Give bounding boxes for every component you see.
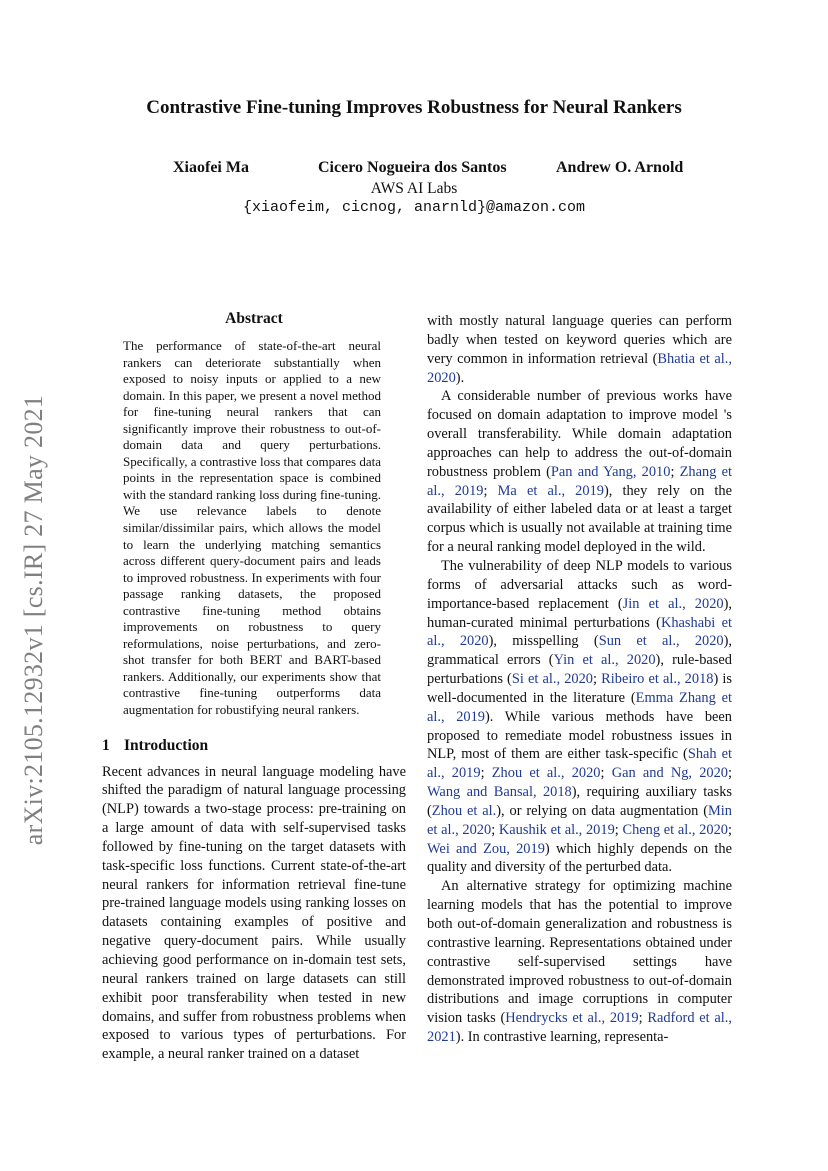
body-paragraph: A considerable number of previous works have focused on domain adaptation to improve model 's overall transferability. While domain adaptation approaches can help to address the out-of-domain robustness problem (Pan and Yang, 2010; Zhang et al., 2019; Ma et al., 2019), they rely on the availability of either labeled data or at least a target corpus which is usually not available at training time for a neural ranking model deployed in the wild. xyxy=(427,388,732,556)
citation-link[interactable]: Ma et al., 2019 xyxy=(497,482,604,499)
arxiv-identifier-stamp xyxy=(14,385,54,855)
citation-link[interactable]: Gan and Ng, 2020 xyxy=(611,765,728,782)
abstract-heading: Abstract xyxy=(225,310,283,327)
section-heading-introduction xyxy=(102,737,406,755)
citation-link[interactable]: Bhatia et al., 2020 xyxy=(427,350,733,386)
citation-link[interactable]: Khashabi et al., 2020 xyxy=(427,614,732,650)
citation-link[interactable]: Kaushik et al., 2019 xyxy=(498,821,615,838)
introduction-paragraph: Recent advances in neural language modeling have shifted the paradigm of natural language processing (NLP) towards a two-stage process: pre-training on a large amount of data with self-supervised tasks followed by fine-tuning on the target datasets with task-specific loss functions. Current state-of-the-art neural rankers for information retrieval fine-tune pre-trained language models using ranking losses on datasets containing examples of positive and negative query-document pairs. While usually achieving good performance on in-domain test sets, neural rankers trained on large datasets can still exhibit poor transferability when tested in new domains, and suffer from robustness problems when exposed to various types of perturbations. For example, a neural ranker trained on a dataset xyxy=(102,763,406,1063)
body-paragraph: with mostly natural language queries can perform badly when tested on keyword queries which are very common in information retrieval (Bhatia et al., 2020). xyxy=(427,313,733,386)
citation-link[interactable]: Cheng et al., 2020 xyxy=(622,821,728,838)
citation-link[interactable]: Wei and Zou, 2019 xyxy=(427,840,545,857)
author-name: Andrew O. Arnold xyxy=(556,159,684,176)
body-paragraph: An alternative strategy for optimizing machine learning models that has the potential to improve both out-of-domain generalization and robustness is contrastive learning. Representations obtained under contrastive self-supervised settings have demonstrated improved robustness to out-of-domain distributions and image corruptions in computer vision tasks (Hendrycks et al., 2019; Radford et al., 2021). In contrastive learning, representa- xyxy=(427,878,732,1046)
arxiv-identifier-text: arXiv:2105.12932v1 [cs.IR] 27 May 2021 xyxy=(19,394,48,846)
right-column xyxy=(427,312,732,1047)
author-name: Cicero Nogueira dos Santos xyxy=(318,159,507,176)
citation-link[interactable]: Si et al., 2020 xyxy=(511,671,594,688)
citation-link[interactable]: Zhou et al., 2020 xyxy=(491,765,601,782)
abstract-text: The performance of state-of-the-art neural rankers can deteriorate substantially when exposed to noisy inputs or applied to a new domain. In this paper, we present a novel method for fine-tuning neural rankers that can significantly improve their robustness to out-of-domain data and query perturbations. Specifically, a contrastive loss that compares data points in the representation space is combined with the standard ranking loss during fine-tuning. We use relevance labels to denote similar/dissimilar pairs, which allows the model to learn the underlying matching semantics across different query-document pairs and leads to improved robustness. In experiments with four passage ranking datasets, the proposed contrastive fine-tuning method obtains improvements on robustness to query reformulations, noise perturbations, and zero-shot transfer for both BERT and BART-based rankers. Additionally, our experiments show that contrastive fine-tuning outperforms data augmentation for robustifying neural rankers. xyxy=(123,338,381,718)
citation-link[interactable]: Wang and Bansal, 2018 xyxy=(427,784,572,801)
section-title: Introduction xyxy=(124,736,209,754)
citation-link[interactable]: Zhang et al., 2019 xyxy=(427,463,732,499)
section-number: 1 xyxy=(102,736,110,754)
author-list xyxy=(0,159,828,179)
citation-link[interactable]: Emma Zhang et al., 2019 xyxy=(427,689,732,725)
citation-link[interactable]: Yin et al., 2020 xyxy=(553,652,656,669)
affiliation: AWS AI Labs xyxy=(370,180,458,197)
citation-link[interactable]: Pan and Yang, 2010 xyxy=(550,463,671,480)
citation-link[interactable]: Hendrycks et al., 2019 xyxy=(505,1010,639,1027)
citation-link[interactable]: Ribeiro et al., 2018 xyxy=(601,671,714,688)
citation-link[interactable]: Min et al., 2020 xyxy=(427,802,732,838)
citation-link[interactable]: Zhou et al. xyxy=(431,802,497,819)
author-emails: {xiaofeim, cicnog, anarnld}@amazon.com xyxy=(242,199,586,216)
citation-link[interactable]: Sun et al., 2020 xyxy=(598,633,724,650)
author-name: Xiaofei Ma xyxy=(173,159,249,176)
citation-link[interactable]: Radford et al., 2021 xyxy=(427,1010,732,1046)
body-paragraph: The vulnerability of deep NLP models to various forms of adversarial attacks such as word-importance-based replacement (Jin et al., 2020), human-curated minimal perturbations (Khashabi et al., 2020), misspelling (Sun et al., 2020), grammatical errors (Yin et al., 2020), rule-based perturbations (Si et al., 2020; Ribeiro et al., 2018) is well-documented in the literature (Emma Zhang et al., 2019). While various methods have been proposed to remediate model robustness issues in NLP, most of them are either task-specific (Shah et al., 2019; Zhou et al., 2020; Gan and Ng, 2020; Wang and Bansal, 2018), requiring auxiliary tasks (Zhou et al.), or relying on data augmentation (Min et al., 2020; Kaushik et al., 2019; Cheng et al., 2020; Wei and Zou, 2019) which highly depends on the quality and diversity of the perturbed data. xyxy=(427,557,733,876)
paper-title: Contrastive Fine-tuning Improves Robustness for Neural Rankers xyxy=(146,97,682,118)
left-column xyxy=(102,310,406,1064)
citation-link[interactable]: Jin et al., 2020 xyxy=(622,595,724,612)
citation-link[interactable]: Shah et al., 2019 xyxy=(427,746,733,782)
